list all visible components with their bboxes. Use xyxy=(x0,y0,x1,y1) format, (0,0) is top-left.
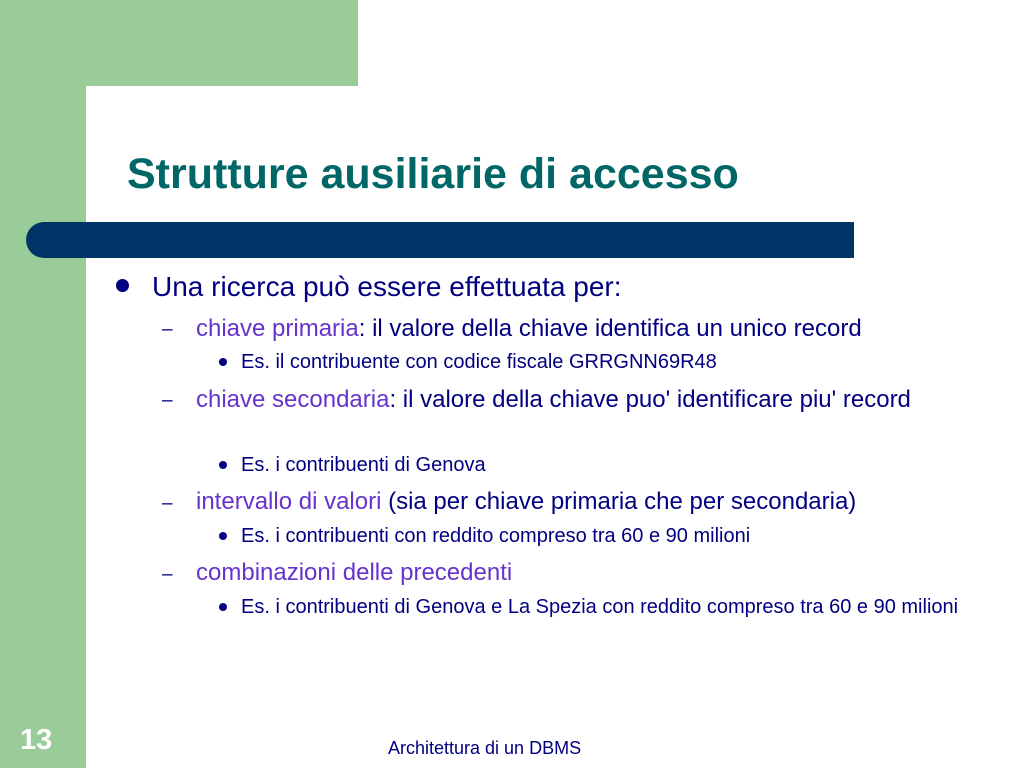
dash-icon: – xyxy=(162,493,173,514)
sub-bullet-combinations xyxy=(196,557,996,588)
sub-bullet-primary-key xyxy=(196,313,996,344)
small-bullet-dot-icon xyxy=(219,603,227,611)
title-underline-bar xyxy=(26,222,854,258)
sub-bullet-term: chiave secondaria xyxy=(196,386,390,413)
decorative-green-band-left xyxy=(0,0,86,768)
sub-bullet-rest: (sia per chiave primaria che per secondaria) xyxy=(381,488,857,515)
example-secondary-key: Es. i contribuenti di Genova xyxy=(241,454,486,476)
slide-number: 13 xyxy=(20,724,53,756)
sub-bullet-rest: : il valore della chiave puo' identificare piu' record xyxy=(389,386,911,413)
example-combinations: Es. i contribuenti di Genova e La Spezia con reddito compreso tra 60 e 90 milioni xyxy=(241,596,959,618)
small-bullet-dot-icon xyxy=(219,461,227,469)
sub-bullet-term: chiave primaria xyxy=(196,315,359,342)
dash-icon: – xyxy=(162,564,173,585)
sub-bullet-secondary-key xyxy=(196,384,996,415)
sub-bullet-rest: : il valore della chiave identifica un unico record xyxy=(358,315,862,342)
small-bullet-dot-icon xyxy=(219,532,227,540)
bullet-dot-icon xyxy=(116,279,129,292)
example-value-range: Es. i contribuenti con reddito compreso tra 60 e 90 milioni xyxy=(241,525,751,547)
footer-text: Architettura di un DBMS xyxy=(388,738,582,758)
slide-title: Strutture ausiliarie di accesso xyxy=(127,150,739,198)
example-primary-key: Es. il contribuente con codice fiscale GRRGNN69R48 xyxy=(241,351,717,373)
dash-icon: – xyxy=(162,319,173,340)
sub-bullet-term: intervallo di valori xyxy=(196,488,382,515)
dash-icon: – xyxy=(162,390,173,411)
main-bullet-text: Una ricerca può essere effettuata per: xyxy=(152,271,622,302)
sub-bullet-term: combinazioni delle precedenti xyxy=(196,559,513,586)
sub-bullet-value-range xyxy=(196,486,996,517)
small-bullet-dot-icon xyxy=(219,358,227,366)
